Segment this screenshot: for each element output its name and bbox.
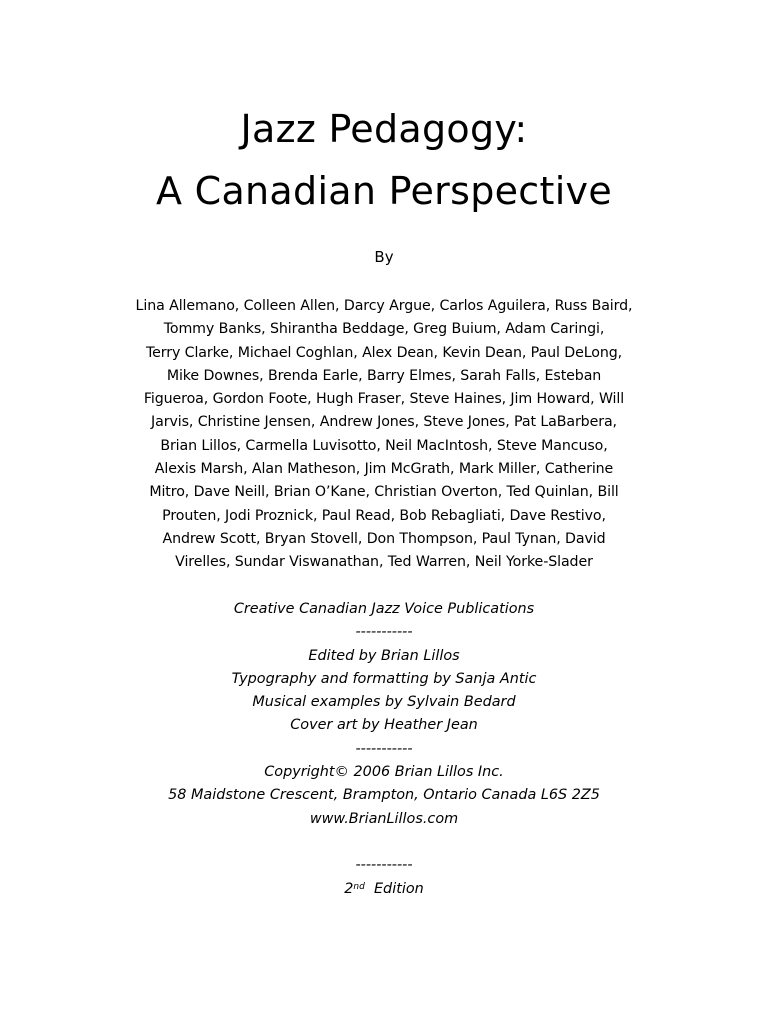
edition-word: Edition	[373, 880, 424, 897]
divider: -----------	[355, 624, 413, 641]
author-line: Mike Downes, Brenda Earle, Barry Elmes, Sarah Falls, Esteban	[166, 367, 602, 384]
author-line: Virelles, Sundar Viswanathan, Ted Warren, Neil Yorke-Slader	[175, 554, 593, 571]
title-line-1: Jazz Pedagogy:	[240, 107, 528, 151]
credits-block	[0, 598, 768, 901]
author-line: Figueroa, Gordon Foote, Hugh Fraser, Steve Haines, Jim Howard, Will	[143, 391, 625, 408]
website-text: www.BrianLillos.com	[309, 810, 459, 827]
author-line: Terry Clarke, Michael Coghlan, Alex Dean, Kevin Dean, Paul DeLong,	[145, 344, 623, 361]
edition-number: 2	[344, 880, 354, 897]
author-line: Andrew Scott, Bryan Stovell, Don Thompson, Paul Tynan, David	[162, 530, 606, 547]
author-line: Mitro, Dave Neill, Brian O’Kane, Christian Overton, Ted Quinlan, Bill	[149, 484, 619, 501]
divider: -----------	[355, 857, 413, 874]
edition-label	[0, 878, 768, 901]
author-line: Tommy Banks, Shirantha Beddage, Greg Buium, Adam Caringi,	[163, 321, 605, 338]
by-label: By	[374, 248, 394, 266]
spacer	[0, 831, 768, 854]
copyright-notice: Copyright© 2006 Brian Lillos Inc.	[264, 764, 504, 781]
divider: -----------	[355, 740, 413, 757]
editor-credit: Edited by Brian Lillos	[308, 647, 460, 664]
cover-art-credit: Cover art by Heather Jean	[290, 717, 478, 734]
author-line: Alexis Marsh, Alan Matheson, Jim McGrath, Mark Miller, Catherine	[154, 461, 614, 478]
author-list	[80, 295, 688, 575]
publisher-address: 58 Maidstone Crescent, Brampton, Ontario Canada L6S 2Z5	[168, 787, 600, 804]
book-title	[0, 98, 768, 222]
author-line: Prouten, Jodi Proznick, Paul Read, Bob Rebagliati, Dave Restivo,	[162, 507, 606, 524]
musical-examples-credit: Musical examples by Sylvain Bedard	[252, 694, 516, 711]
typography-credit: Typography and formatting by Sanja Antic	[231, 670, 537, 687]
author-line: Brian Lillos, Carmella Luvisotto, Neil MacIntosh, Steve Mancuso,	[160, 437, 608, 454]
author-line: Jarvis, Christine Jensen, Andrew Jones, Steve Jones, Pat LaBarbera,	[151, 414, 617, 431]
title-line-2: A Canadian Perspective	[155, 169, 613, 213]
publisher-name: Creative Canadian Jazz Voice Publications	[233, 601, 535, 617]
edition-suffix: nd	[353, 881, 365, 892]
author-line: Lina Allemano, Colleen Allen, Darcy Argue, Carlos Aguilera, Russ Baird,	[135, 298, 633, 314]
